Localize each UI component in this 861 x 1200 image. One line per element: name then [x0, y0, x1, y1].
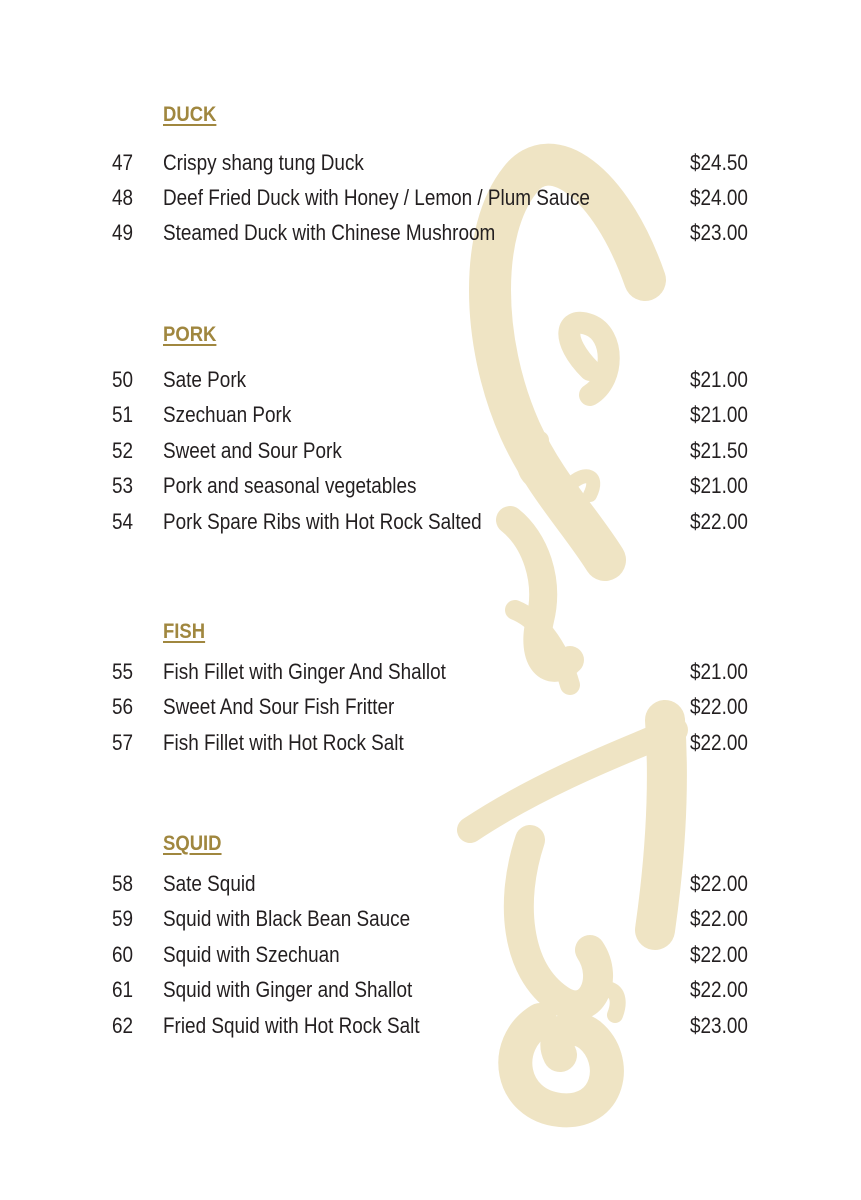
- item-name: Pork Spare Ribs with Hot Rock Salted: [163, 509, 482, 534]
- menu-item: [0, 470, 861, 502]
- item-name: Crispy shang tung Duck: [163, 150, 364, 175]
- item-price: $24.00: [690, 185, 748, 210]
- item-name: Fried Squid with Hot Rock Salt: [163, 1013, 420, 1038]
- menu-item: [0, 217, 861, 249]
- item-price: $23.00: [690, 220, 748, 245]
- menu-item: [0, 399, 861, 431]
- item-name: Sweet And Sour Fish Fritter: [163, 694, 395, 719]
- item-name: Squid with Ginger and Shallot: [163, 977, 413, 1002]
- section-heading-duck: DUCK: [163, 103, 217, 126]
- item-number: 59: [112, 906, 134, 931]
- menu-item: [0, 506, 861, 538]
- item-price: $22.00: [690, 509, 748, 534]
- item-name: Sate Squid: [163, 871, 256, 896]
- menu-item: [0, 868, 861, 900]
- item-price: $21.00: [690, 659, 748, 684]
- menu-item: [0, 147, 861, 179]
- item-price: $21.00: [690, 473, 748, 498]
- item-name: Fish Fillet with Hot Rock Salt: [163, 730, 404, 755]
- item-price: $21.00: [690, 402, 748, 427]
- item-price: $22.00: [690, 977, 748, 1002]
- item-name: Squid with Szechuan: [163, 942, 340, 967]
- item-name: Fish Fillet with Ginger And Shallot: [163, 659, 446, 684]
- item-number: 61: [112, 977, 134, 1002]
- item-name: Deef Fried Duck with Honey / Lemon / Plum Sauce: [163, 185, 590, 210]
- item-number: 62: [112, 1013, 134, 1038]
- menu-item: [0, 182, 861, 214]
- item-number: 51: [112, 402, 134, 427]
- item-name: Sweet and Sour Pork: [163, 438, 342, 463]
- item-price: $21.50: [690, 438, 748, 463]
- item-number: 56: [112, 694, 134, 719]
- menu-item: [0, 939, 861, 971]
- item-price: $22.00: [690, 694, 748, 719]
- item-price: $23.00: [690, 1013, 748, 1038]
- section-heading-squid: SQUID: [163, 832, 222, 855]
- menu-item: [0, 656, 861, 688]
- item-name: Squid with Black Bean Sauce: [163, 906, 411, 931]
- menu-item: [0, 435, 861, 467]
- item-name: Steamed Duck with Chinese Mushroom: [163, 220, 496, 245]
- menu-item: [0, 974, 861, 1006]
- menu-item: [0, 727, 861, 759]
- menu-item: [0, 1010, 861, 1042]
- item-price: $24.50: [690, 150, 748, 175]
- item-price: $22.00: [690, 942, 748, 967]
- section-heading-fish: FISH: [163, 620, 206, 643]
- item-price: $22.00: [690, 730, 748, 755]
- item-number: 47: [112, 150, 134, 175]
- item-name: Szechuan Pork: [163, 402, 292, 427]
- item-number: 54: [112, 509, 134, 534]
- item-name: Pork and seasonal vegetables: [163, 473, 417, 498]
- item-number: 49: [112, 220, 134, 245]
- menu-item: [0, 364, 861, 396]
- item-number: 55: [112, 659, 134, 684]
- item-number: 60: [112, 942, 134, 967]
- item-name: Sate Pork: [163, 367, 247, 392]
- item-price: $21.00: [690, 367, 748, 392]
- menu-item: [0, 691, 861, 723]
- item-number: 48: [112, 185, 134, 210]
- section-heading-pork: PORK: [163, 323, 217, 346]
- item-number: 52: [112, 438, 134, 463]
- item-price: $22.00: [690, 906, 748, 931]
- item-number: 53: [112, 473, 134, 498]
- item-number: 58: [112, 871, 134, 896]
- item-number: 50: [112, 367, 134, 392]
- item-number: 57: [112, 730, 134, 755]
- item-price: $22.00: [690, 871, 748, 896]
- menu-item: [0, 903, 861, 935]
